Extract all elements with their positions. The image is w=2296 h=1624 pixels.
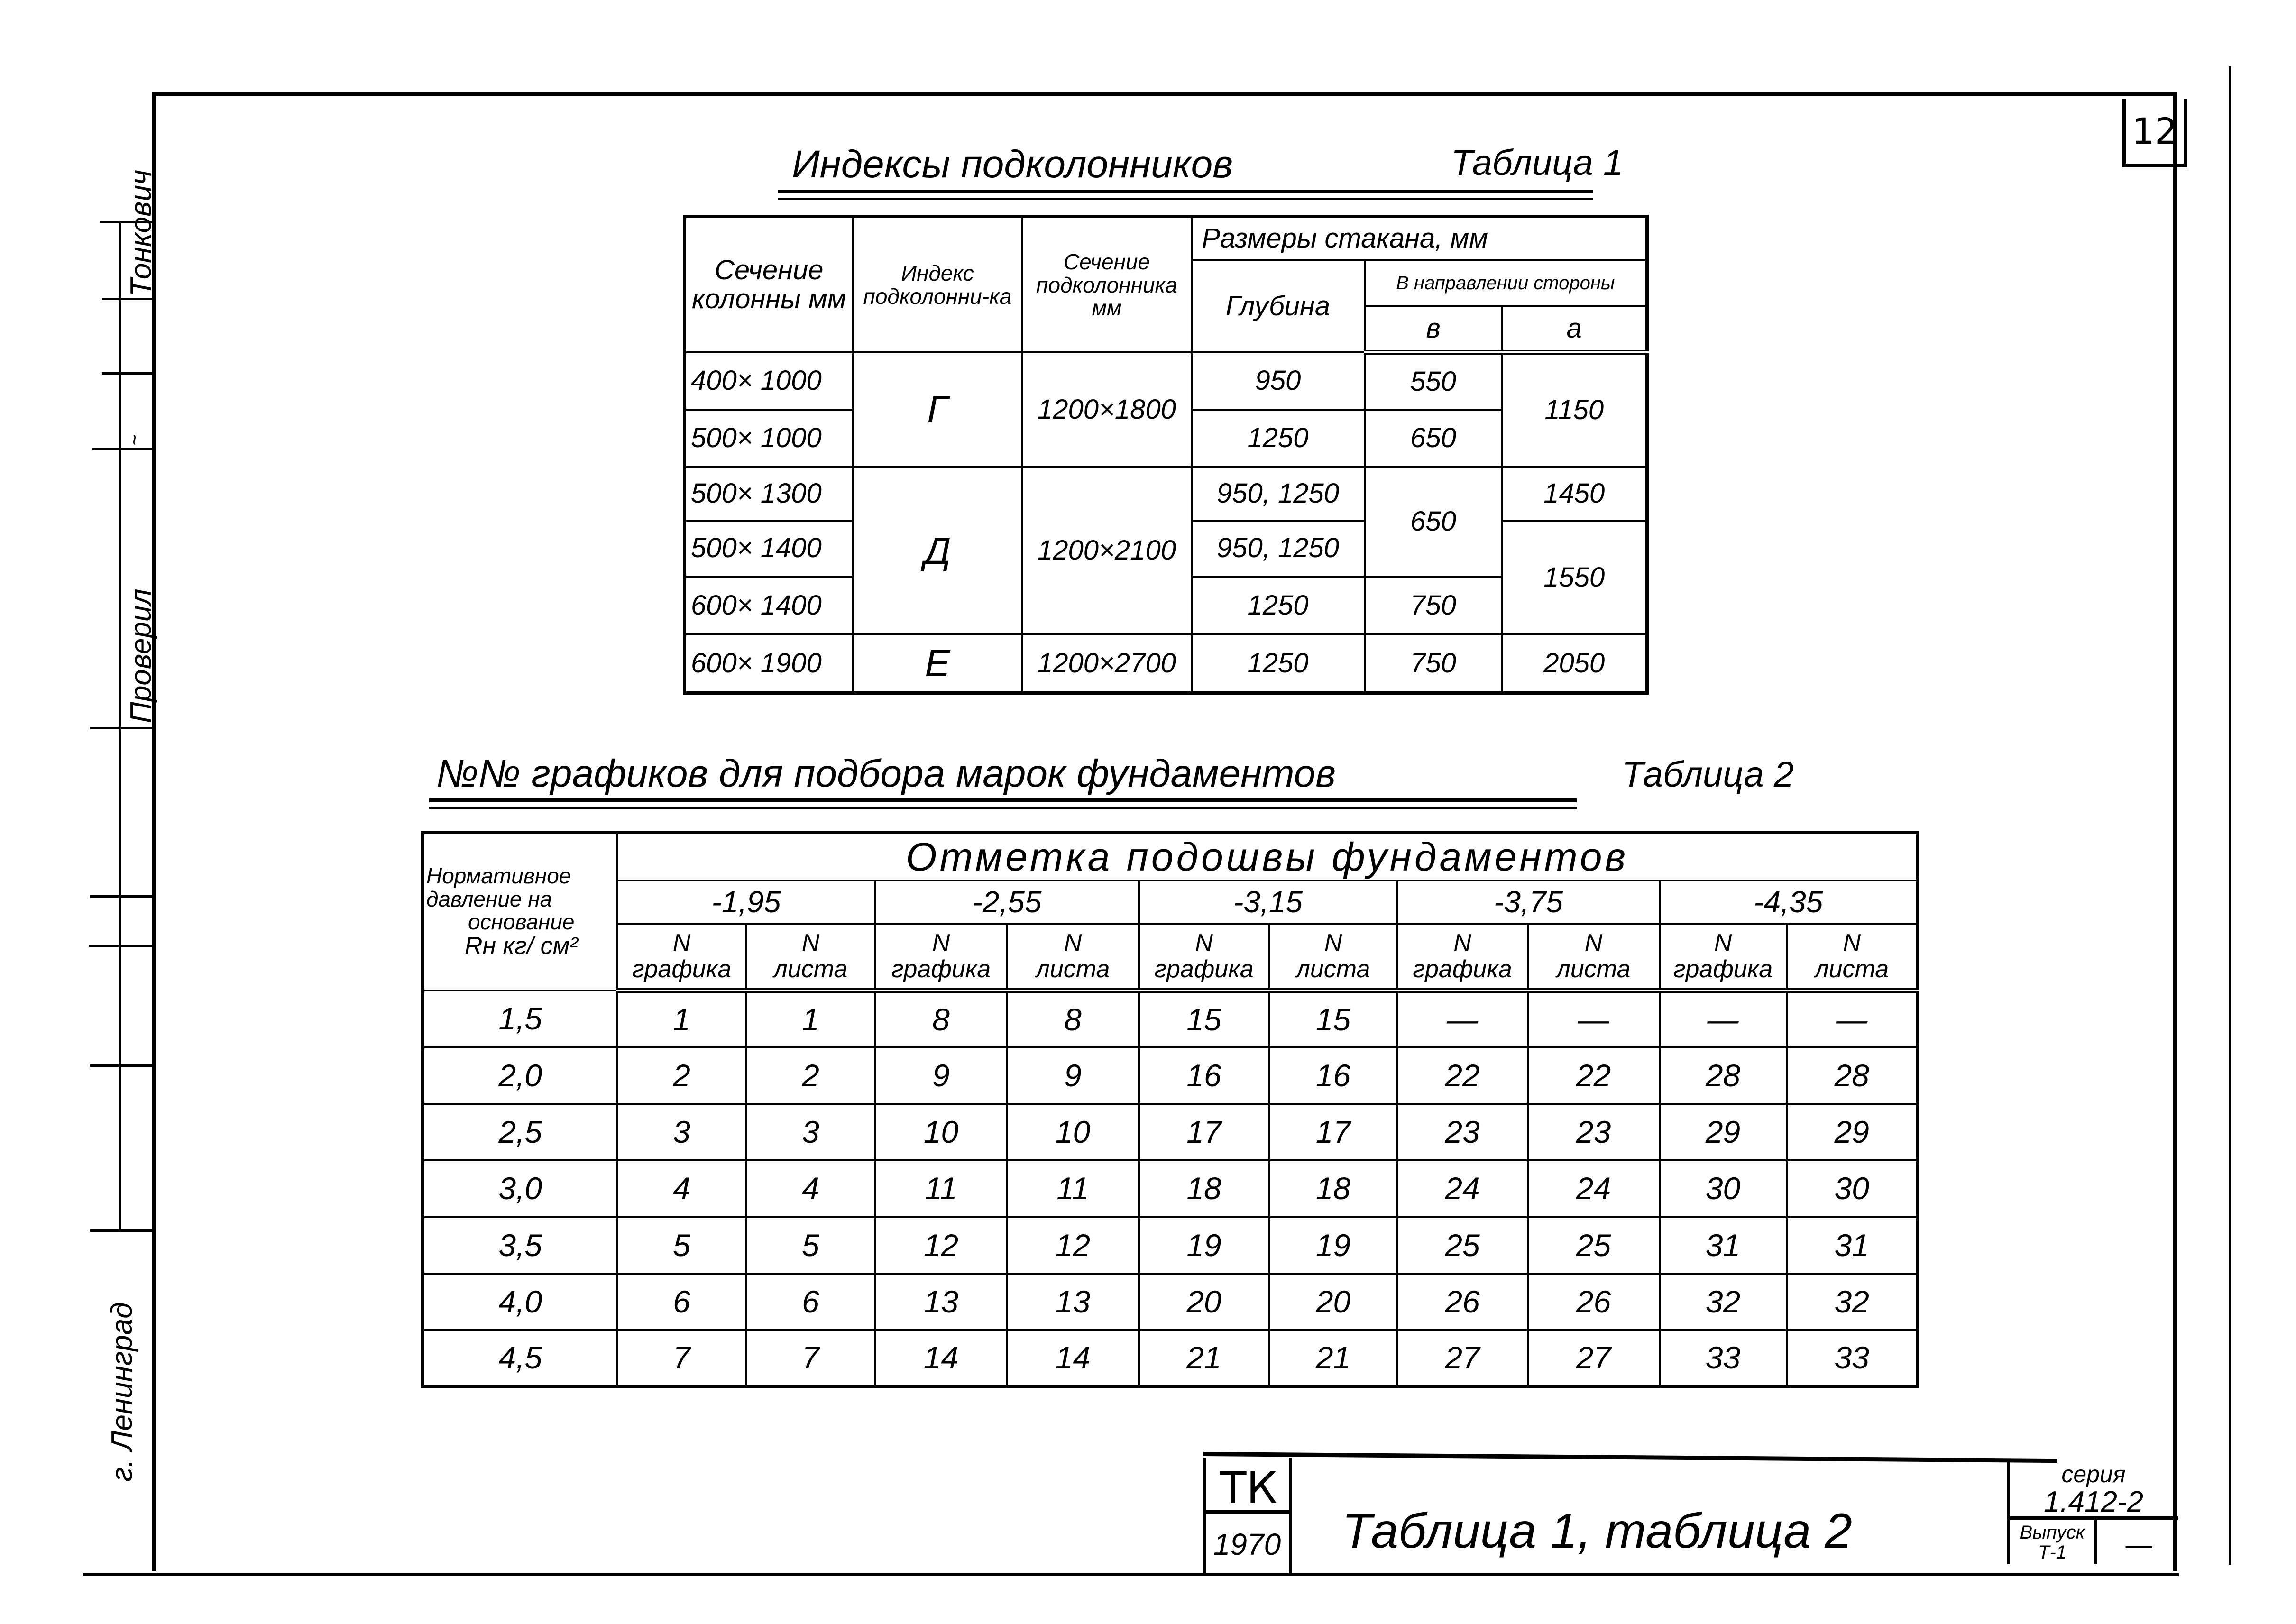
cell-graph-no: 8	[875, 991, 1007, 1047]
cell-sheet-no: 5	[746, 1217, 875, 1274]
stamp-divider	[90, 727, 154, 729]
cell-section: 500× 1000	[685, 410, 853, 467]
cell-sheet-no: 17	[1269, 1104, 1397, 1160]
cell-graph-no: 7	[617, 1330, 746, 1386]
n-label: N	[672, 929, 691, 957]
cell-pod-section: 1200×1800	[1022, 352, 1192, 467]
cell-sheet-no: 19	[1269, 1217, 1397, 1274]
cell-sheet-no: 22	[1528, 1047, 1660, 1104]
header-mark: -2,55	[875, 881, 1139, 924]
header-foundation-mark: Отметка подошвы фундаментов	[617, 833, 1918, 881]
cell-graph-no: 22	[1397, 1047, 1528, 1104]
cell-b: 550	[1365, 352, 1502, 410]
cell-section: 500× 1400	[685, 521, 853, 577]
cell-pod-section: 1200×2100	[1022, 467, 1192, 634]
cell-graph-no: 21	[1139, 1330, 1269, 1386]
cell-a: 2050	[1502, 634, 1647, 693]
stamp-divider	[90, 1229, 154, 1232]
cell-a: 1550	[1502, 521, 1647, 635]
table-row	[423, 1330, 1918, 1386]
cell-pressure: 2,0	[423, 1047, 617, 1104]
cell-graph-no: 13	[875, 1274, 1007, 1330]
n-label: N	[1453, 929, 1471, 957]
cell-sheet-no: 25	[1528, 1217, 1660, 1274]
cell-sheet-no: 26	[1528, 1274, 1660, 1330]
header-graph-no	[1139, 924, 1269, 991]
table-row	[423, 1104, 1918, 1160]
cell-graph-no: 12	[875, 1217, 1007, 1274]
cell-graph-no: 6	[617, 1274, 746, 1330]
table2-body	[423, 991, 1918, 1386]
header-pod-section: Сечение подколонника мм	[1022, 217, 1192, 353]
header-graph-no	[1660, 924, 1787, 991]
title-underline	[429, 798, 1577, 802]
table2-label: Таблица 2	[1622, 754, 1794, 795]
header-sheet-no	[1528, 924, 1660, 991]
sheet-label: листа	[1815, 955, 1889, 983]
n-label: N	[1064, 929, 1082, 957]
cell-sheet-no: 15	[1269, 991, 1397, 1047]
sheet-label: листа	[1296, 955, 1370, 983]
header-pressure	[423, 833, 617, 991]
cell-graph-no: 31	[1660, 1217, 1787, 1274]
header-direction: В направлении стороны	[1365, 260, 1647, 306]
table1-label: Таблица 1	[1451, 143, 1624, 183]
cell-b: 650	[1365, 467, 1502, 577]
cell-graph-no: 9	[875, 1047, 1007, 1104]
cell-graph-no: 32	[1660, 1274, 1787, 1330]
graph-label: графика	[1154, 955, 1254, 983]
header-depth: Глубина	[1192, 260, 1365, 353]
n-label: N	[1584, 929, 1603, 957]
cell-graph-no: 3	[617, 1104, 746, 1160]
stamp-divider	[90, 1064, 154, 1067]
cell-sheet-no: 3	[746, 1104, 875, 1160]
graph-label: графика	[632, 955, 732, 983]
cell-sheet-no: 24	[1528, 1160, 1660, 1217]
cell-pressure: 3,0	[423, 1160, 617, 1217]
title-underline	[778, 198, 1593, 200]
table-row	[423, 1160, 1918, 1217]
cell-graph-no: 27	[1397, 1330, 1528, 1386]
cell-graph-no: 33	[1660, 1330, 1787, 1386]
cell-graph-no: 11	[875, 1160, 1007, 1217]
cell-sheet-no: 20	[1269, 1274, 1397, 1330]
issue-extra: —	[2125, 1530, 2152, 1560]
cell-sheet-no: —	[1528, 991, 1660, 1047]
title-underline	[429, 807, 1577, 809]
header-sheet-no	[1787, 924, 1918, 991]
cell-depth: 950, 1250	[1192, 521, 1365, 577]
cell-graph-no: 16	[1139, 1047, 1269, 1104]
cell-section: 400× 1000	[685, 352, 853, 410]
table-row	[423, 1274, 1918, 1330]
cell-pressure: 4,0	[423, 1274, 617, 1330]
cell-sheet-no: 1	[746, 991, 875, 1047]
cell-sheet-no: 29	[1787, 1104, 1918, 1160]
cell-depth: 1250	[1192, 634, 1365, 693]
n-label: N	[801, 929, 820, 957]
cell-section: 600× 1900	[685, 634, 853, 693]
cell-graph-no: 26	[1397, 1274, 1528, 1330]
cell-depth: 1250	[1192, 410, 1365, 467]
header-mark: -3,75	[1397, 881, 1660, 924]
stamp-divider	[102, 372, 154, 375]
n-label: N	[932, 929, 950, 957]
cell-sheet-no: 18	[1269, 1160, 1397, 1217]
cell-graph-no: 17	[1139, 1104, 1269, 1160]
cell-sheet-no: 23	[1528, 1104, 1660, 1160]
stamp-divider	[102, 298, 154, 300]
checked-label: Проверил	[125, 588, 157, 723]
cell-sheet-no: 30	[1787, 1160, 1918, 1217]
cell-sheet-no: 13	[1007, 1274, 1139, 1330]
graph-label: графика	[1673, 955, 1773, 983]
table1-title: Индексы подколонников	[792, 143, 1233, 186]
cell-graph-no: 19	[1139, 1217, 1269, 1274]
cell-index: Д	[853, 467, 1022, 634]
header-graph-no	[875, 924, 1007, 991]
cell-pressure: 1,5	[423, 991, 617, 1047]
cell-sheet-no: 14	[1007, 1330, 1139, 1386]
header-mark: -3,15	[1139, 881, 1397, 924]
developer-label: Тонкович	[125, 169, 157, 296]
sheet-label: листа	[1556, 955, 1631, 983]
stamp-divider	[89, 945, 154, 947]
header-glass-sizes: Размеры стакана, мм	[1192, 217, 1647, 260]
cell-b: 750	[1365, 577, 1502, 635]
sheet-title: Таблица 1, таблица 2	[1342, 1504, 1853, 1559]
cell-index: Г	[853, 352, 1022, 467]
cell-graph-no: —	[1397, 991, 1528, 1047]
sheet-label: листа	[1036, 955, 1110, 983]
table-row	[423, 991, 1918, 1047]
org-code: ТК	[1220, 1463, 1277, 1514]
cell-depth: 950	[1192, 352, 1365, 410]
cell-pressure: 2,5	[423, 1104, 617, 1160]
cell-pressure: 4,5	[423, 1330, 617, 1386]
header-pressure-line: Rн кг/ см²	[464, 932, 578, 960]
cell-a: 1450	[1502, 467, 1647, 521]
cell-section: 500× 1300	[685, 467, 853, 521]
cell-graph-no: 2	[617, 1047, 746, 1104]
cell-graph-no: 20	[1139, 1274, 1269, 1330]
header-pressure-line: Нормативное	[426, 863, 571, 889]
cell-graph-no: 4	[617, 1160, 746, 1217]
table2	[421, 831, 1919, 1388]
header-pressure-line: давление на	[426, 886, 552, 911]
header-sheet-no	[746, 924, 875, 991]
stamp-divider	[90, 895, 154, 898]
cell-graph-no: 18	[1139, 1160, 1269, 1217]
header-mark: -1,95	[617, 881, 875, 924]
stamp-inner-line	[119, 221, 121, 1229]
cell-sheet-no: 32	[1787, 1274, 1918, 1330]
cell-sheet-no: 2	[746, 1047, 875, 1104]
cell-depth: 1250	[1192, 577, 1365, 635]
cell-sheet-no: 27	[1528, 1330, 1660, 1386]
header-pressure-line: основание	[468, 909, 575, 934]
header-column-section: Сечение колонны мм	[685, 217, 853, 353]
cell-b: 750	[1365, 634, 1502, 693]
title-underline	[778, 190, 1593, 193]
cell-graph-no: 25	[1397, 1217, 1528, 1274]
header-mark: -4,35	[1660, 881, 1918, 924]
cell-graph-no: 28	[1660, 1047, 1787, 1104]
issue-value: Т-1	[2038, 1542, 2066, 1563]
cell-sheet-no: 21	[1269, 1330, 1397, 1386]
series-value: 1.412-2	[2043, 1486, 2144, 1518]
sheet-label: листа	[773, 955, 848, 983]
city-label: г. Ленинград	[106, 1302, 138, 1482]
cell-graph-no: 1	[617, 991, 746, 1047]
cell-section: 600× 1400	[685, 577, 853, 635]
cell-sheet-no: 6	[746, 1274, 875, 1330]
stamp-divider	[92, 448, 154, 450]
n-label: N	[1195, 929, 1213, 957]
header-graph-no	[1397, 924, 1528, 991]
graph-label: графика	[891, 955, 991, 983]
cell-sheet-no: 10	[1007, 1104, 1139, 1160]
cell-graph-no: —	[1660, 991, 1787, 1047]
issue-label: Выпуск	[2020, 1522, 2085, 1543]
cell-sheet-no: 8	[1007, 991, 1139, 1047]
cell-sheet-no: 11	[1007, 1160, 1139, 1217]
table2-title: №№ графиков для подбора марок фундаментов	[436, 752, 1336, 795]
header-sheet-no	[1007, 924, 1139, 991]
cell-graph-no: 15	[1139, 991, 1269, 1047]
cell-index: Е	[853, 634, 1022, 693]
header-index: Индекс подколонни-ка	[853, 217, 1022, 353]
n-label: N	[1714, 929, 1732, 957]
year: 1970	[1213, 1527, 1281, 1561]
cell-pod-section: 1200×2700	[1022, 634, 1192, 693]
cell-graph-no: 5	[617, 1217, 746, 1274]
cell-sheet-no: 28	[1787, 1047, 1918, 1104]
signature: ~	[124, 434, 145, 446]
cell-sheet-no: —	[1787, 991, 1918, 1047]
cell-sheet-no: 9	[1007, 1047, 1139, 1104]
header-side-b: в	[1365, 306, 1502, 352]
cell-sheet-no: 31	[1787, 1217, 1918, 1274]
header-sheet-no	[1269, 924, 1397, 991]
page-number: 12	[2122, 99, 2187, 167]
graph-label: графика	[1413, 955, 1512, 983]
frame-bottom-line	[83, 1573, 2179, 1576]
cell-graph-no: 29	[1660, 1104, 1787, 1160]
cell-depth: 950, 1250	[1192, 467, 1365, 521]
n-label: N	[1843, 929, 1861, 957]
cell-graph-no: 30	[1660, 1160, 1787, 1217]
cell-a: 1150	[1502, 352, 1647, 467]
header-side-a: а	[1502, 306, 1647, 352]
cell-sheet-no: 7	[746, 1330, 875, 1386]
table-row	[423, 1047, 1918, 1104]
cell-sheet-no: 4	[746, 1160, 875, 1217]
sheet-edge-line	[2229, 66, 2231, 1565]
cell-b: 650	[1365, 410, 1502, 467]
cell-graph-no: 10	[875, 1104, 1007, 1160]
table1	[683, 215, 1649, 695]
n-label: N	[1324, 929, 1342, 957]
series-label: серия	[2061, 1461, 2126, 1487]
cell-graph-no: 14	[875, 1330, 1007, 1386]
header-graph-no	[617, 924, 746, 991]
cell-sheet-no: 33	[1787, 1330, 1918, 1386]
cell-pressure: 3,5	[423, 1217, 617, 1274]
table-row	[423, 1217, 1918, 1274]
cell-graph-no: 23	[1397, 1104, 1528, 1160]
cell-sheet-no: 16	[1269, 1047, 1397, 1104]
cell-graph-no: 24	[1397, 1160, 1528, 1217]
cell-sheet-no: 12	[1007, 1217, 1139, 1274]
